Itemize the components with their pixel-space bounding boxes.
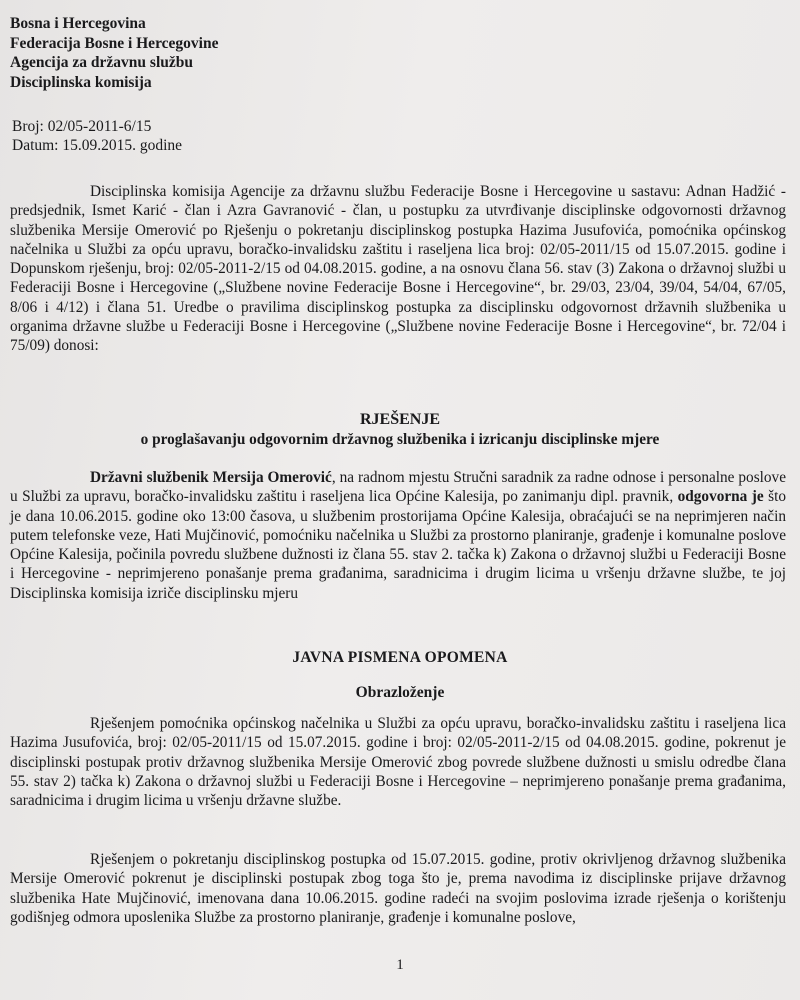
- intro-section: [10, 182, 786, 356]
- disposition-section: [10, 468, 786, 603]
- letterhead-federation: Federacija Bosne i Hercegovine: [10, 34, 219, 52]
- intro-paragraph: Disciplinska komisija Agencije za državnu službu Federacije Bosne i Hercegovine u sastavu: Adnan Hadžić - predsjednik, Ismet Karić - član i Azra Gavranović - član, u postupku za utvrđivanje disciplinske odgovornosti državnog službenika Mersije Omerović po Rješenju o pokretanju disciplinskog postupka Hazima Jusufovića, pomoćnika općinskog načelnika u Službi za opću upravu, boračko-invalidsku zaštitu i raseljena lica broj: 02/05-2011/15 od 15.07.2015. godine i Dopunskom rješenju, broj: 02/05-2011-2/15 od 04.08.2015. godine, a na osnovu člana 56. stav (3) Zakona o državnoj službi u Federaciji Bosne i Hercegovine („Službene novine Federacije Bosne i Hercegovine“, br. 29/03, 23/04, 39/04, 54/04, 67/05, 8/06 i 4/12) i člana 51. Uredbe o pravilima disciplinskog postupka za disciplinsku odgovornost državnih službenika u organima državne službe u Federaciji Bosne i Hercegovine („Službene novine Federacije Bosne i Hercegovine“, br. 72/04 i 75/09) donosi:: [10, 183, 786, 355]
- page-number: 1: [396, 957, 404, 973]
- letterhead-agency: Agencija za državnu službu: [10, 54, 193, 71]
- letterhead: [10, 14, 218, 92]
- disposition-text-a: , na radnom mjestu Stručni saradnik za radne odnose i personalne poslove u Službi za upravu, boračko-invalidsku zaštitu i raseljena lica Općine Kalesija, po zanimanju dipl. pravnik,: [10, 469, 786, 506]
- disciplinary-measure: JAVNA PISMENA OPOMENA: [292, 649, 508, 666]
- reference-number: Broj: 02/05-2011-6/15: [12, 118, 152, 135]
- letterhead-country: Bosna i Hercegovina: [10, 15, 146, 32]
- reasoning-paragraph-1: Rješenjem pomoćnika općinskog načelnika u Službi za opću upravu, boračko-invalidsku zaštitu i raseljena lica Hazima Jusufovića, broj: 02/05-2011/15 od 15.07.2015. godine i broj: 02/05-2011-2/15 od 04.08.2015. godine, pokrenut je disciplinski postupak protiv državnog službenika Mersije Omerović zbog povrede službene dužnosti u smislu odredbe člana 55. stav 2) tačka k) Zakona o državnoj službi u Federaciji Bosne i Hercegovine – neprimjereno ponašanje prema građanima, saradnicima i drugim licima u vršenju državne službe.: [10, 715, 786, 810]
- document-meta: [12, 117, 182, 155]
- disposition-paragraph: [10, 468, 786, 603]
- letterhead-commission: Disciplinska komisija: [10, 73, 152, 91]
- decision-title: RJEŠENJE: [359, 411, 441, 428]
- disposition-liability: odgovorna je: [677, 488, 764, 506]
- reasoning-section-2: [10, 850, 786, 927]
- disposition-subject: Državni službenik Mersija Omerović: [90, 469, 332, 486]
- reasoning-paragraph-2: Rješenjem o pokretanju disciplinskog postupka od 15.07.2015. godine, protiv okrivljenog državnog službenika Mersije Omerović pokrenut je disciplinski postupak zbog toga što je, prema navodima iz disciplinske prijave državnog službenika Hate Mujčinović, imenovana dana 10.06.2015. godine radeći na svojim poslovima izrade rješenja o korištenju godišnjeg odmora uposlenika Službe za prostorno planiranje, građenje i komunalne poslove,: [10, 851, 786, 926]
- disposition-text-b: što je dana 10.06.2015. godine oko 13:00 časova, u službenim prostorijama Općine Kalesija, obraćajući se na neprimjeren način putem telefonske veze, Hati Mujčinović, pomoćniku načelnika u Službi za prostorno planiranje, građenje i komunalne poslove Općine Kalesija, počinila povredu službene dužnosti iz člana 55. stav 2. tačka k) Zakona o državnoj službi u Federaciji Bosne i Hercegovine - neprimjereno ponašanje prema građanima, saradnicima i drugim licima u vršenju državne službe, te joj Disciplinska komisija izriče disciplinsku mjeru: [10, 488, 786, 602]
- reasoning-title: Obrazloženje: [355, 684, 445, 701]
- document-date: Datum: 15.09.2015. godine: [12, 137, 183, 154]
- decision-subtitle: o proglašavanju odgovornim državnog službenika i izricanju disciplinske mjere: [140, 431, 660, 448]
- reasoning-section-1: [10, 714, 786, 810]
